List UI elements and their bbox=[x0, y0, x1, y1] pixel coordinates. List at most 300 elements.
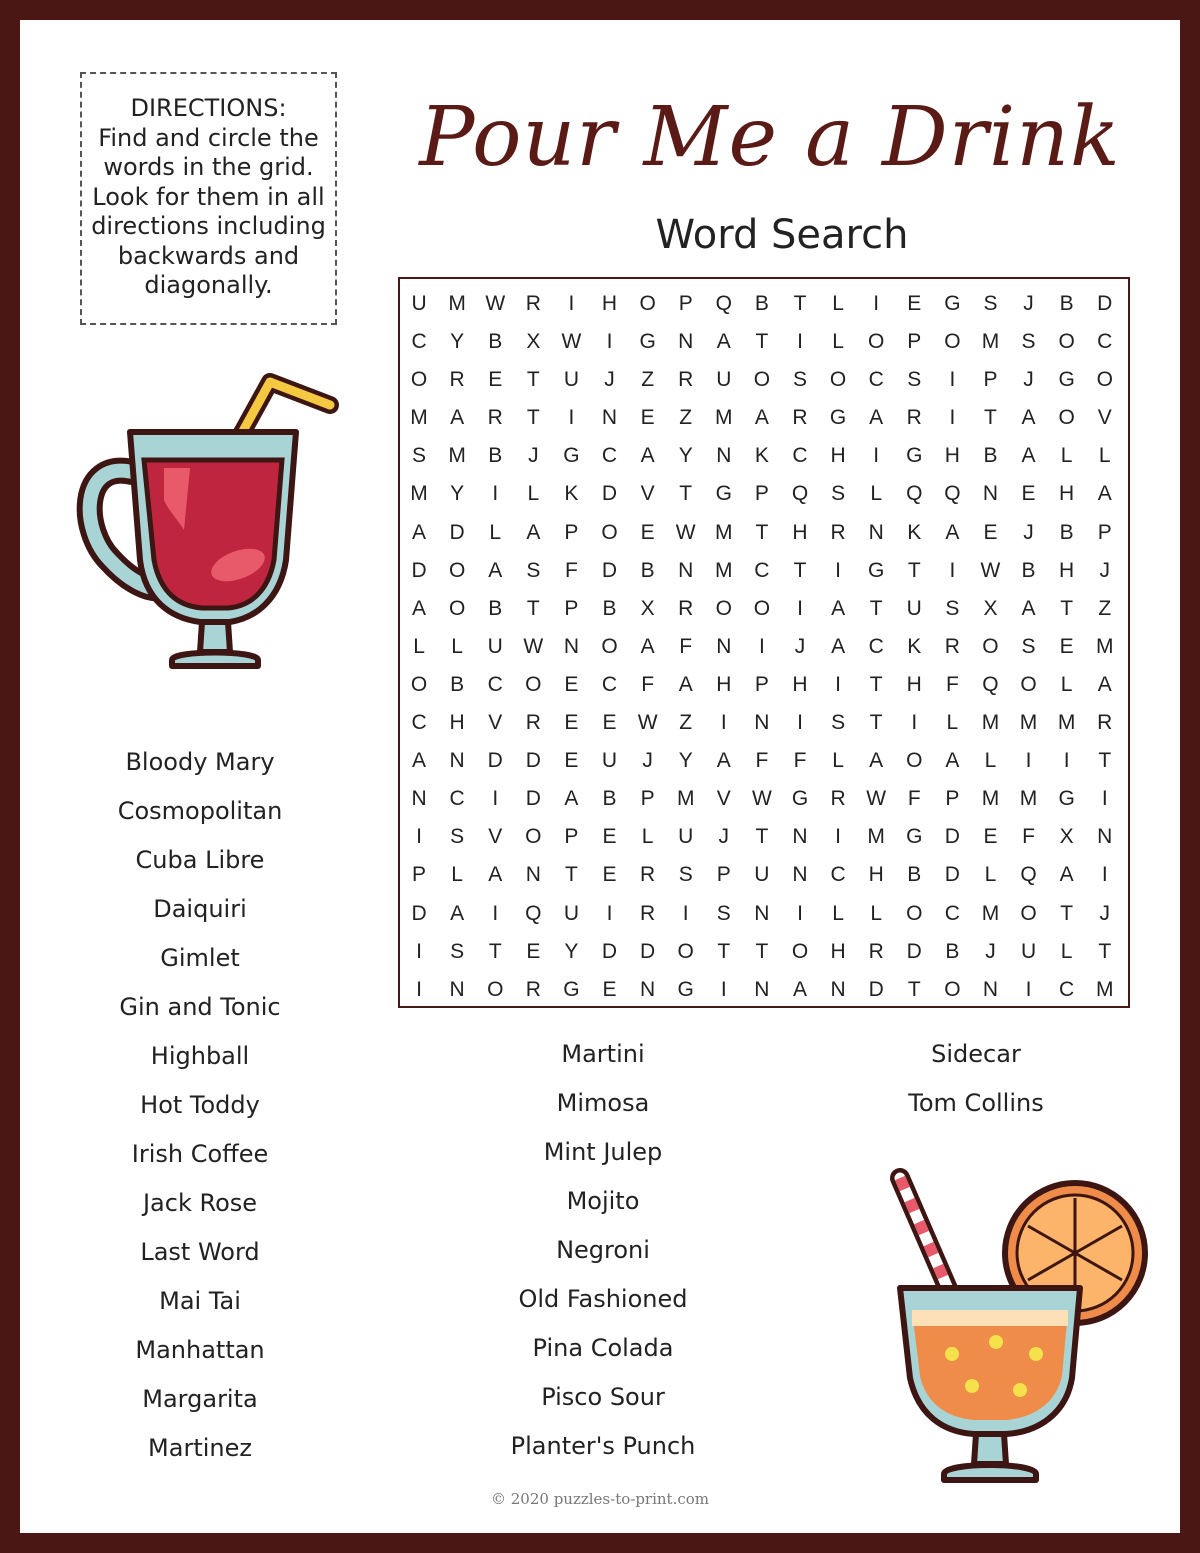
grid-letter[interactable]: P bbox=[640, 787, 655, 811]
grid-letter[interactable]: S bbox=[450, 939, 465, 963]
grid-letter[interactable]: T bbox=[869, 596, 883, 620]
grid-letter[interactable]: C bbox=[601, 444, 618, 468]
grid-letter[interactable]: A bbox=[831, 596, 846, 620]
grid-letter[interactable]: B bbox=[754, 292, 769, 315]
grid-letter[interactable]: D bbox=[868, 977, 884, 1001]
grid-letter[interactable]: H bbox=[716, 672, 732, 696]
grid-letter[interactable]: P bbox=[412, 863, 427, 887]
grid-letter[interactable]: D bbox=[640, 939, 656, 963]
grid-letter[interactable]: I bbox=[606, 330, 613, 354]
grid-letter[interactable]: N bbox=[792, 863, 808, 887]
grid-letter[interactable]: T bbox=[793, 292, 807, 315]
grid-letter[interactable]: C bbox=[1097, 330, 1113, 354]
grid-letter[interactable]: M bbox=[410, 482, 428, 506]
grid-letter[interactable]: Z bbox=[1098, 596, 1112, 620]
grid-letter[interactable]: R bbox=[678, 596, 694, 620]
grid-letter[interactable]: N bbox=[716, 444, 732, 468]
grid-letter[interactable]: I bbox=[606, 901, 613, 925]
grid-letter[interactable]: Q bbox=[982, 672, 999, 696]
grid-letter[interactable]: O bbox=[601, 520, 618, 544]
grid-letter[interactable]: A bbox=[412, 749, 427, 773]
grid-letter[interactable]: M bbox=[1095, 977, 1114, 1001]
grid-letter[interactable]: O bbox=[1058, 406, 1075, 430]
grid-letter[interactable]: H bbox=[792, 520, 808, 544]
grid-letter[interactable]: J bbox=[642, 749, 653, 773]
grid-letter[interactable]: X bbox=[1059, 825, 1074, 849]
grid-letter[interactable]: V bbox=[488, 711, 503, 735]
grid-letter[interactable]: W bbox=[980, 558, 1001, 582]
grid-letter[interactable]: N bbox=[601, 406, 618, 430]
grid-letter[interactable]: A bbox=[640, 634, 655, 658]
grid-letter[interactable]: O bbox=[829, 368, 847, 392]
grid-letter[interactable]: O bbox=[906, 901, 923, 925]
grid-letter[interactable]: T bbox=[907, 558, 921, 582]
grid-letter[interactable]: E bbox=[602, 825, 617, 849]
grid-letter[interactable]: B bbox=[602, 787, 617, 811]
grid-letter[interactable]: L bbox=[832, 749, 844, 773]
grid-letter[interactable]: E bbox=[602, 863, 617, 887]
grid-letter[interactable]: P bbox=[564, 520, 579, 544]
grid-letter[interactable]: A bbox=[488, 558, 503, 582]
grid-letter[interactable]: O bbox=[753, 596, 771, 620]
grid-letter[interactable]: I bbox=[416, 825, 422, 849]
grid-letter[interactable]: G bbox=[868, 558, 885, 582]
grid-letter[interactable]: O bbox=[525, 672, 542, 696]
grid-letter[interactable]: E bbox=[983, 520, 998, 544]
grid-letter[interactable]: S bbox=[831, 482, 846, 506]
grid-letter[interactable]: B bbox=[1059, 292, 1074, 315]
grid-letter[interactable]: T bbox=[984, 406, 997, 430]
grid-letter[interactable]: F bbox=[907, 787, 921, 811]
grid-letter[interactable]: I bbox=[797, 711, 803, 735]
grid-letter[interactable]: P bbox=[678, 292, 693, 315]
grid-letter[interactable]: W bbox=[751, 787, 772, 811]
grid-letter[interactable]: T bbox=[717, 939, 731, 963]
grid-letter[interactable]: B bbox=[945, 939, 960, 963]
grid-letter[interactable]: I bbox=[873, 444, 880, 468]
grid-letter[interactable]: P bbox=[564, 825, 579, 849]
grid-letter[interactable]: G bbox=[829, 406, 847, 430]
grid-letter[interactable]: Q bbox=[906, 482, 923, 506]
grid-letter[interactable]: T bbox=[565, 863, 578, 887]
grid-letter[interactable]: V bbox=[488, 825, 503, 849]
grid-letter[interactable]: C bbox=[944, 901, 960, 925]
grid-letter[interactable]: J bbox=[985, 939, 996, 963]
grid-letter[interactable]: M bbox=[1019, 711, 1038, 735]
grid-letter[interactable]: O bbox=[868, 330, 885, 354]
grid-letter[interactable]: O bbox=[448, 596, 466, 620]
grid-letter[interactable]: T bbox=[755, 520, 769, 544]
grid-letter[interactable]: A bbox=[1059, 863, 1074, 887]
grid-letter[interactable]: Y bbox=[450, 330, 465, 354]
grid-letter[interactable]: C bbox=[830, 863, 846, 887]
grid-letter[interactable]: I bbox=[416, 977, 422, 1001]
grid-letter[interactable]: J bbox=[794, 634, 806, 658]
grid-letter[interactable]: K bbox=[754, 444, 769, 468]
grid-letter[interactable]: E bbox=[488, 368, 503, 392]
grid-letter[interactable]: E bbox=[1021, 482, 1036, 506]
grid-letter[interactable]: H bbox=[792, 672, 808, 696]
grid-letter[interactable]: R bbox=[678, 368, 694, 392]
grid-letter[interactable]: N bbox=[1097, 825, 1113, 849]
grid-letter[interactable]: N bbox=[678, 330, 694, 354]
grid-letter[interactable]: Q bbox=[715, 292, 732, 315]
grid-letter[interactable]: I bbox=[835, 558, 841, 582]
grid-letter[interactable]: I bbox=[949, 406, 956, 430]
grid-letter[interactable]: T bbox=[869, 672, 883, 696]
grid-letter[interactable]: L bbox=[832, 330, 844, 354]
grid-letter[interactable]: T bbox=[1060, 901, 1074, 925]
grid-letter[interactable]: V bbox=[1097, 406, 1112, 430]
grid-letter[interactable]: N bbox=[449, 749, 465, 773]
grid-letter[interactable]: H bbox=[830, 444, 846, 468]
grid-letter[interactable]: A bbox=[488, 863, 503, 887]
grid-letter[interactable]: X bbox=[640, 596, 655, 620]
grid-letter[interactable]: N bbox=[868, 520, 884, 544]
grid-letter[interactable]: O bbox=[1058, 330, 1075, 354]
grid-letter[interactable]: M bbox=[676, 787, 695, 811]
grid-letter[interactable]: R bbox=[906, 406, 922, 430]
grid-letter[interactable]: A bbox=[1021, 596, 1036, 620]
grid-letter[interactable]: L bbox=[1098, 444, 1111, 468]
grid-letter[interactable]: A bbox=[1021, 406, 1036, 430]
grid-letter[interactable]: I bbox=[492, 901, 499, 925]
grid-letter[interactable]: I bbox=[797, 901, 803, 925]
grid-letter[interactable]: N bbox=[525, 863, 541, 887]
grid-letter[interactable]: G bbox=[563, 444, 580, 468]
grid-letter[interactable]: M bbox=[981, 787, 1000, 811]
grid-letter[interactable]: I bbox=[492, 482, 499, 506]
grid-letter[interactable]: J bbox=[1099, 901, 1110, 925]
grid-letter[interactable]: W bbox=[561, 330, 582, 354]
grid-letter[interactable]: B bbox=[907, 863, 922, 887]
grid-letter[interactable]: R bbox=[525, 977, 541, 1001]
grid-letter[interactable]: T bbox=[755, 825, 769, 849]
grid-letter[interactable]: L bbox=[832, 292, 844, 315]
grid-letter[interactable]: B bbox=[1059, 520, 1074, 544]
grid-letter[interactable]: D bbox=[1097, 292, 1113, 315]
grid-letter[interactable]: L bbox=[870, 901, 883, 925]
grid-letter[interactable]: J bbox=[528, 444, 539, 468]
grid-letter[interactable]: G bbox=[906, 444, 923, 468]
grid-letter[interactable]: C bbox=[449, 787, 465, 811]
grid-letter[interactable]: L bbox=[984, 863, 997, 887]
grid-letter[interactable]: O bbox=[1096, 368, 1113, 392]
grid-letter[interactable]: W bbox=[485, 292, 506, 315]
grid-letter[interactable]: A bbox=[716, 749, 731, 773]
grid-letter[interactable]: M bbox=[448, 292, 466, 315]
grid-letter[interactable]: C bbox=[411, 330, 427, 354]
grid-letter[interactable]: N bbox=[754, 977, 770, 1001]
grid-letter[interactable]: B bbox=[488, 444, 503, 468]
grid-letter[interactable]: A bbox=[640, 444, 655, 468]
grid-letter[interactable]: U bbox=[754, 863, 770, 887]
grid-letter[interactable]: D bbox=[449, 520, 465, 544]
grid-letter[interactable]: R bbox=[640, 901, 656, 925]
grid-letter[interactable]: C bbox=[487, 672, 503, 696]
grid-letter[interactable]: D bbox=[944, 825, 960, 849]
grid-letter[interactable]: C bbox=[868, 634, 884, 658]
grid-letter[interactable]: I bbox=[416, 939, 422, 963]
grid-letter[interactable]: M bbox=[448, 444, 466, 468]
grid-letter[interactable]: L bbox=[489, 520, 502, 544]
grid-letter[interactable]: R bbox=[792, 406, 808, 430]
grid-letter[interactable]: J bbox=[718, 825, 730, 849]
grid-letter[interactable]: S bbox=[945, 596, 960, 620]
grid-letter[interactable]: A bbox=[678, 672, 693, 696]
grid-letter[interactable]: B bbox=[602, 596, 617, 620]
grid-letter[interactable]: E bbox=[983, 825, 998, 849]
grid-letter[interactable]: T bbox=[793, 558, 807, 582]
grid-letter[interactable]: L bbox=[946, 711, 959, 735]
grid-letter[interactable]: T bbox=[755, 330, 769, 354]
grid-letter[interactable]: M bbox=[981, 330, 1000, 354]
grid-letter[interactable]: O bbox=[715, 596, 732, 620]
grid-letter[interactable]: L bbox=[870, 482, 883, 506]
grid-letter[interactable]: O bbox=[1020, 901, 1037, 925]
grid-letter[interactable]: I bbox=[911, 711, 918, 735]
grid-letter[interactable]: S bbox=[716, 901, 731, 925]
grid-letter[interactable]: R bbox=[1097, 711, 1113, 735]
grid-letter[interactable]: D bbox=[601, 482, 618, 506]
grid-letter[interactable]: T bbox=[488, 939, 502, 963]
grid-letter[interactable]: C bbox=[1059, 977, 1075, 1001]
grid-letter[interactable]: C bbox=[754, 558, 770, 582]
grid-letter[interactable]: O bbox=[982, 634, 999, 658]
grid-letter[interactable]: N bbox=[563, 634, 579, 658]
grid-letter[interactable]: B bbox=[640, 558, 655, 582]
grid-letter[interactable]: O bbox=[677, 939, 694, 963]
grid-letter[interactable]: S bbox=[1021, 634, 1036, 658]
grid-letter[interactable]: A bbox=[869, 749, 884, 773]
grid-letter[interactable]: U bbox=[1020, 939, 1037, 963]
grid-letter[interactable]: E bbox=[526, 939, 541, 963]
grid-letter[interactable]: T bbox=[1098, 939, 1112, 963]
grid-letter[interactable]: E bbox=[564, 749, 579, 773]
grid-letter[interactable]: N bbox=[754, 711, 770, 735]
grid-letter[interactable]: L bbox=[451, 634, 463, 658]
grid-letter[interactable]: O bbox=[410, 368, 428, 392]
grid-letter[interactable]: I bbox=[949, 368, 956, 392]
grid-letter[interactable]: Y bbox=[564, 939, 579, 963]
grid-letter[interactable]: D bbox=[601, 558, 618, 582]
grid-letter[interactable]: F bbox=[945, 672, 959, 696]
grid-letter[interactable]: O bbox=[410, 672, 428, 696]
grid-letter[interactable]: R bbox=[487, 406, 503, 430]
grid-letter[interactable]: D bbox=[411, 558, 427, 582]
grid-letter[interactable]: J bbox=[1023, 368, 1034, 392]
grid-letter[interactable]: H bbox=[944, 444, 960, 468]
grid-letter[interactable]: D bbox=[601, 939, 618, 963]
grid-letter[interactable]: D bbox=[525, 749, 541, 773]
grid-letter[interactable]: I bbox=[1025, 977, 1032, 1001]
grid-letter[interactable]: S bbox=[678, 863, 693, 887]
grid-letter[interactable]: N bbox=[982, 482, 999, 506]
grid-letter[interactable]: L bbox=[451, 863, 463, 887]
grid-letter[interactable]: G bbox=[944, 292, 961, 315]
grid-letter[interactable]: J bbox=[1099, 558, 1110, 582]
grid-letter[interactable]: C bbox=[868, 368, 884, 392]
grid-letter[interactable]: R bbox=[525, 711, 541, 735]
grid-letter[interactable]: E bbox=[564, 711, 579, 735]
grid-letter[interactable]: S bbox=[907, 368, 922, 392]
grid-letter[interactable]: D bbox=[487, 749, 503, 773]
grid-letter[interactable]: Z bbox=[679, 711, 693, 735]
grid-letter[interactable]: M bbox=[867, 825, 885, 849]
grid-letter[interactable]: U bbox=[906, 596, 922, 620]
grid-letter[interactable]: A bbox=[450, 901, 465, 925]
grid-letter[interactable]: C bbox=[411, 711, 427, 735]
grid-letter[interactable]: T bbox=[1098, 749, 1112, 773]
grid-letter[interactable]: G bbox=[906, 825, 923, 849]
grid-letter[interactable]: B bbox=[983, 444, 998, 468]
grid-letter[interactable]: O bbox=[448, 558, 466, 582]
grid-letter[interactable]: R bbox=[449, 368, 465, 392]
grid-letter[interactable]: H bbox=[906, 672, 922, 696]
grid-letter[interactable]: N bbox=[678, 558, 694, 582]
grid-letter[interactable]: F bbox=[793, 749, 807, 773]
grid-letter[interactable]: S bbox=[983, 292, 998, 315]
grid-letter[interactable]: K bbox=[564, 482, 579, 506]
grid-letter[interactable]: X bbox=[983, 596, 998, 620]
grid-letter[interactable]: W bbox=[637, 711, 658, 735]
grid-letter[interactable]: A bbox=[945, 749, 960, 773]
grid-letter[interactable]: G bbox=[1058, 368, 1075, 392]
grid-letter[interactable]: O bbox=[525, 825, 542, 849]
grid-letter[interactable]: D bbox=[411, 901, 427, 925]
grid-letter[interactable]: L bbox=[1060, 444, 1073, 468]
grid-letter[interactable]: J bbox=[604, 368, 615, 392]
grid-letter[interactable]: I bbox=[1025, 749, 1032, 773]
grid-letter[interactable]: O bbox=[753, 368, 771, 392]
grid-letter[interactable]: Z bbox=[679, 406, 693, 430]
grid-letter[interactable]: N bbox=[982, 977, 999, 1001]
grid-letter[interactable]: M bbox=[981, 711, 1000, 735]
grid-letter[interactable]: N bbox=[830, 977, 846, 1001]
grid-letter[interactable]: A bbox=[1021, 444, 1036, 468]
grid-letter[interactable]: L bbox=[641, 825, 654, 849]
grid-letter[interactable]: U bbox=[487, 634, 503, 658]
grid-letter[interactable]: I bbox=[682, 901, 689, 925]
grid-letter[interactable]: H bbox=[1059, 558, 1075, 582]
grid-letter[interactable]: B bbox=[488, 596, 503, 620]
grid-letter[interactable]: M bbox=[715, 520, 733, 544]
grid-letter[interactable]: M bbox=[981, 901, 1000, 925]
grid-letter[interactable]: I bbox=[1101, 787, 1108, 811]
grid-letter[interactable]: I bbox=[835, 825, 841, 849]
grid-letter[interactable]: T bbox=[869, 711, 883, 735]
grid-letter[interactable]: Z bbox=[641, 368, 655, 392]
grid-letter[interactable]: A bbox=[945, 520, 960, 544]
grid-letter[interactable]: S bbox=[831, 711, 846, 735]
grid-letter[interactable]: I bbox=[492, 787, 499, 811]
grid-letter[interactable]: O bbox=[906, 749, 923, 773]
grid-letter[interactable]: I bbox=[873, 292, 880, 315]
grid-letter[interactable]: X bbox=[526, 330, 541, 354]
grid-letter[interactable]: E bbox=[564, 672, 579, 696]
grid-letter[interactable]: H bbox=[449, 711, 465, 735]
grid-letter[interactable]: I bbox=[758, 634, 765, 658]
grid-letter[interactable]: I bbox=[720, 711, 727, 735]
grid-letter[interactable]: M bbox=[715, 406, 733, 430]
grid-letter[interactable]: I bbox=[797, 330, 803, 354]
grid-letter[interactable]: T bbox=[907, 977, 921, 1001]
grid-letter[interactable]: Y bbox=[678, 444, 693, 468]
grid-letter[interactable]: R bbox=[944, 634, 960, 658]
grid-letter[interactable]: T bbox=[1060, 596, 1074, 620]
grid-letter[interactable]: N bbox=[754, 901, 770, 925]
grid-letter[interactable]: D bbox=[944, 863, 960, 887]
grid-letter[interactable]: F bbox=[1022, 825, 1035, 849]
grid-letter[interactable]: A bbox=[412, 596, 427, 620]
grid-letter[interactable]: E bbox=[602, 977, 617, 1001]
grid-letter[interactable]: T bbox=[526, 406, 540, 430]
grid-letter[interactable]: M bbox=[1095, 634, 1114, 658]
grid-letter[interactable]: O bbox=[944, 330, 961, 354]
grid-letter[interactable]: U bbox=[678, 825, 694, 849]
grid-letter[interactable]: B bbox=[450, 672, 465, 696]
grid-letter[interactable]: I bbox=[1101, 863, 1108, 887]
grid-letter[interactable]: O bbox=[944, 977, 961, 1001]
grid-letter[interactable]: N bbox=[640, 977, 656, 1001]
grid-letter[interactable]: I bbox=[568, 292, 575, 315]
grid-letter[interactable]: Q bbox=[525, 901, 542, 925]
grid-letter[interactable]: U bbox=[563, 901, 579, 925]
grid-letter[interactable]: E bbox=[602, 711, 617, 735]
grid-letter[interactable]: D bbox=[525, 787, 541, 811]
grid-letter[interactable]: L bbox=[527, 482, 540, 506]
grid-letter[interactable]: S bbox=[792, 368, 807, 392]
grid-letter[interactable]: V bbox=[640, 482, 655, 506]
grid-letter[interactable]: S bbox=[450, 825, 465, 849]
grid-letter[interactable]: M bbox=[715, 558, 733, 582]
grid-letter[interactable]: N bbox=[411, 787, 427, 811]
grid-letter[interactable]: O bbox=[487, 977, 504, 1001]
grid-letter[interactable]: I bbox=[835, 672, 841, 696]
grid-letter[interactable]: T bbox=[679, 482, 693, 506]
grid-letter[interactable]: F bbox=[679, 634, 693, 658]
grid-letter[interactable]: O bbox=[1020, 672, 1037, 696]
grid-letter[interactable]: S bbox=[526, 558, 541, 582]
grid-letter[interactable]: Y bbox=[450, 482, 465, 506]
grid-letter[interactable]: I bbox=[568, 406, 575, 430]
grid-letter[interactable]: P bbox=[907, 330, 922, 354]
grid-letter[interactable]: I bbox=[797, 596, 803, 620]
grid-letter[interactable]: T bbox=[755, 939, 769, 963]
grid-letter[interactable]: I bbox=[720, 977, 727, 1001]
grid-letter[interactable]: W bbox=[675, 520, 696, 544]
grid-letter[interactable]: H bbox=[830, 939, 846, 963]
grid-letter[interactable]: N bbox=[716, 634, 732, 658]
grid-letter[interactable]: H bbox=[601, 292, 618, 315]
grid-letter[interactable]: M bbox=[1019, 787, 1038, 811]
grid-letter[interactable]: L bbox=[984, 749, 997, 773]
grid-letter[interactable]: R bbox=[868, 939, 884, 963]
grid-letter[interactable]: H bbox=[1059, 482, 1075, 506]
grid-letter[interactable]: Q bbox=[1020, 863, 1037, 887]
grid-letter[interactable]: K bbox=[907, 520, 922, 544]
grid-letter[interactable]: E bbox=[640, 520, 655, 544]
grid-letter[interactable]: A bbox=[869, 406, 884, 430]
grid-letter[interactable]: A bbox=[754, 406, 769, 430]
grid-letter[interactable]: C bbox=[792, 444, 808, 468]
grid-letter[interactable]: M bbox=[1057, 711, 1076, 735]
grid-letter[interactable]: W bbox=[866, 787, 887, 811]
grid-letter[interactable]: S bbox=[1021, 330, 1036, 354]
grid-letter[interactable]: B bbox=[488, 330, 503, 354]
grid-letter[interactable]: R bbox=[830, 520, 846, 544]
grid-letter[interactable]: G bbox=[639, 330, 656, 354]
